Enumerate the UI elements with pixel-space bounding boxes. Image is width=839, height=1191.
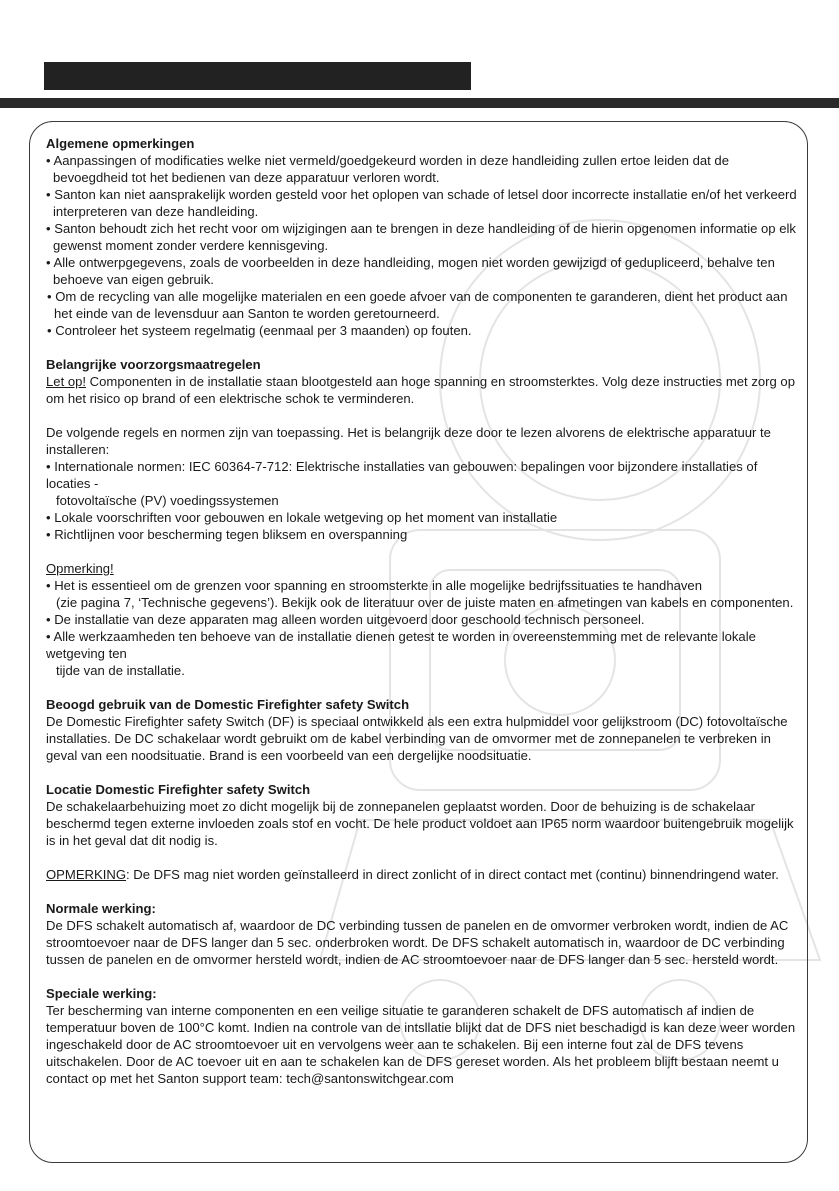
document-body	[46, 135, 801, 1087]
general-item-3: • Santon behoudt zich het recht voor om wijzigingen aan te brengen in deze handleiding of de hierin opgenomen informatie op elk gewenst moment zonder verdere kennisgeving.	[46, 221, 796, 253]
intended-use-heading: Beoogd gebruik van de Domestic Firefighter safety Switch	[46, 697, 410, 712]
remark-item-1: • Het is essentieel om de grenzen voor spanning en stroomsterkte in alle mogelijke bedrijfssituaties te handhaven	[46, 578, 702, 593]
warning-label: Let op!	[46, 374, 87, 389]
rules-intro: De volgende regels en normen zijn van toepassing. Het is belangrijk deze door te lezen alvorens de elektrische apparatuur te installeren:	[46, 425, 771, 457]
rule-3: • Richtlijnen voor bescherming tegen bliksem en overspanning	[46, 527, 408, 542]
location-note	[46, 866, 801, 883]
location-heading: Locatie Domestic Firefighter safety Switch	[46, 782, 311, 797]
rule-1: • Internationale normen: IEC 60364-7-712: Elektrische installaties van gebouwen: bepalingen voor bijzondere installaties of locaties -	[46, 459, 758, 491]
normal-operation-heading: Normale werking:	[46, 901, 156, 916]
general-item-1: • Aanpassingen of modificaties welke niet vermeld/goedgekeurd worden in deze handleiding zullen ertoe leiden dat de bevoegdheid tot het bedienen van deze apparatuur verloren wordt.	[46, 153, 729, 185]
precautions-warning	[46, 373, 801, 407]
special-operation-heading: Speciale werking:	[46, 986, 157, 1001]
general-item-6: • Controleer het systeem regelmatig (eenmaal per 3 maanden) op fouten.	[47, 323, 472, 338]
note-text: : De DFS mag niet worden geïnstalleerd in direct zonlicht of in direct contact met (continu) binnendringend water.	[126, 867, 779, 882]
general-heading: Algemene opmerkingen	[46, 136, 195, 151]
general-item-5: • Om de recycling van alle mogelijke materialen en een goede afvoer van de componenten te garanderen, dient het product aan het einde van de levensduur aan Santon te worden geretourneerd.	[47, 289, 788, 321]
general-item-2: • Santon kan niet aansprakelijk worden gesteld voor het oplopen van schade of letsel door incorrecte installatie en/of het verkeerd interpreteren van deze handleiding.	[46, 187, 797, 219]
note-label: OPMERKING	[46, 867, 127, 882]
remark-heading: Opmerking!	[46, 561, 114, 576]
remark-item-2: • De installatie van deze apparaten mag alleen worden uitgevoerd door geschoold technisch personeel.	[46, 612, 645, 627]
precautions-heading: Belangrijke voorzorgsmaatregelen	[46, 357, 261, 372]
normal-operation-text: De DFS schakelt automatisch af, waardoor de DC verbinding tussen de panelen en de omvormer verbroken wordt, indien de AC stroomtoevoer naar de DFS langer dan 5 sec. onderbroken wordt. De DFS schakelt automatisch in, waardoor de DC verbinding tussen de panelen en de omvormer hersteld wordt, indien de AC stroomtoevoer naar de DFS langer dan 5 sec. hersteld wordt.	[46, 918, 789, 967]
special-operation-text: Ter bescherming van interne componenten en een veilige situatie te garanderen schakelt de DFS automatisch af indien de temperatuur boven de 100°C komt. Indien na controle van de intsllatie blijkt dat de DFS niet beschadigd is kan deze weer worden ingeschakeld door de AC stroomtoevoer uit en vervolgens weer aan te schakelen. Bij een interne fout zal de DFS tevens uitschakelen. Door de AC toevoer uit en aan te schakelen kan de DFS gereset worden. Als het probleem blijft bestaan neemt u contact op met het Santon support team: tech@santonswitchgear.com	[46, 1003, 796, 1086]
location-text: De schakelaarbehuizing moet zo dicht mogelijk bij de zonnepanelen geplaatst worden. Door de behuizing is de schakelaar beschermd tegen externe invloeden zoals stof en vocht. De hele product voldoet aan IP65 norm waardoor buitengebruik mogelijk is in het geval dat dit nodig is.	[46, 799, 794, 848]
remark-item-1-cont: (zie pagina 7, ‘Technische gegevens’). Bekijk ook de literatuur over de juiste maten en afmetingen van kabels en componenten.	[56, 595, 794, 610]
general-item-4: • Alle ontwerpgegevens, zoals de voorbeelden in deze handleiding, mogen niet worden gewijzigd of gedupliceerd, behalve ten behoeve van eigen gebruik.	[46, 255, 775, 287]
intended-use-text: De Domestic Firefighter safety Switch (DF) is speciaal ontwikkeld als een extra hulpmiddel voor gelijkstroom (DC) fotovoltaïsche installaties. De DC schakelaar wordt gebruikt om de kabel verbinding van de omvormer met de zonnepanelen te verbreken in geval van een noodsituatie. Brand is een voorbeeld van een dergelijke noodsituatie.	[46, 714, 788, 763]
rule-1-cont: fotovoltaïsche (PV) voedingssystemen	[56, 493, 279, 508]
header-rule	[0, 98, 839, 108]
rule-2: • Lokale voorschriften voor gebouwen en lokale wetgeving op het moment van installatie	[46, 510, 558, 525]
warning-text: Componenten in de installatie staan blootgesteld aan hoge spanning en stroomsterktes. Volg deze instructies met zorg op om het risico op brand of een elektrische schok te verminderen.	[46, 374, 796, 406]
remark-item-3: • Alle werkzaamheden ten behoeve van de installatie dienen getest te worden in overeenstemming met de relevante lokale wetgeving ten	[46, 629, 756, 661]
remark-item-3-cont: tijde van de installatie.	[56, 663, 185, 678]
header-bar	[44, 62, 471, 90]
